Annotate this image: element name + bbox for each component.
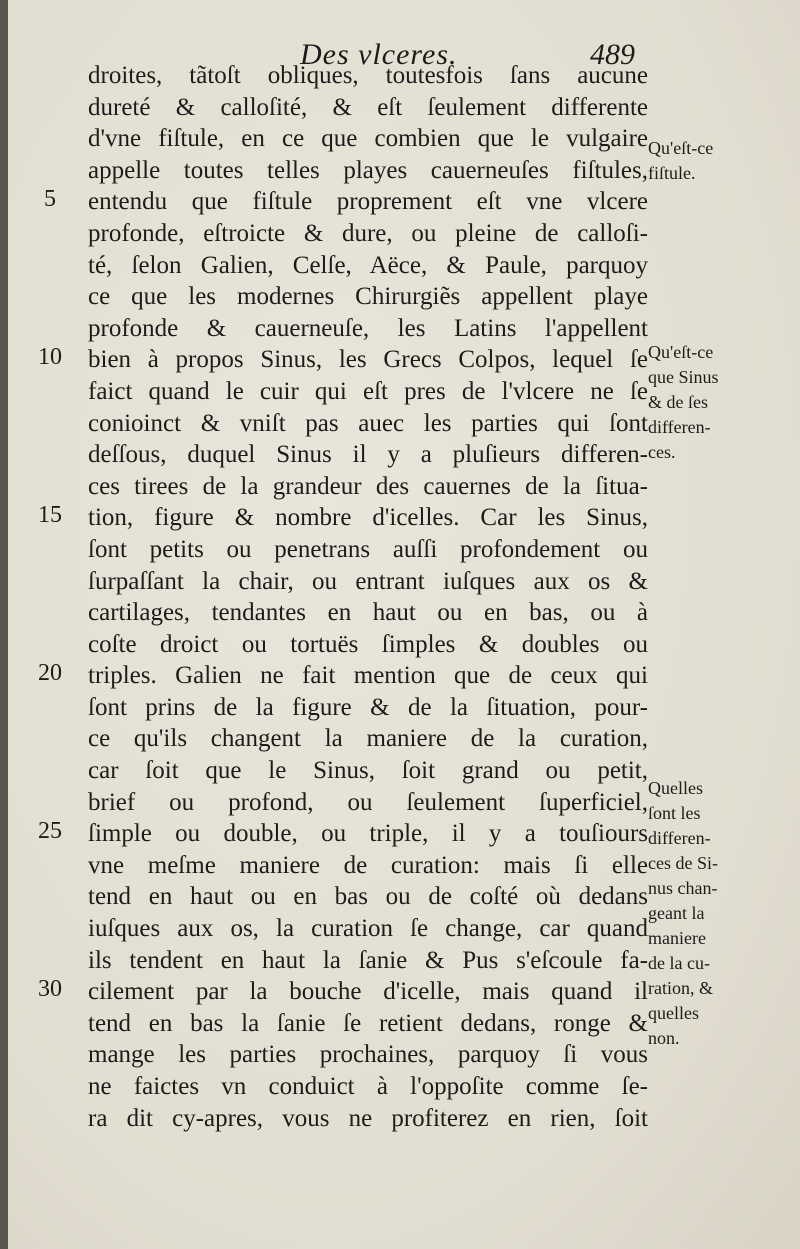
- line-number: 15: [38, 502, 62, 529]
- margin-note-line: non.: [648, 1028, 680, 1048]
- margin-note-line: differen-: [648, 417, 711, 437]
- text-line: ſimple ou double, ou triple, il y a touſiours: [88, 820, 648, 848]
- margin-note-line: Qu'eſt-ce: [648, 138, 714, 158]
- text-line: ces tirees de la grandeur des cauernes de la ſitua-: [88, 472, 648, 500]
- text-line: droites, tãtoſt obliques, toutesfois ſans aucune: [88, 62, 648, 89]
- text-line: entendu que fiſtule proprement eſt vne vlcere: [88, 188, 648, 216]
- margin-note-line: ces.: [648, 442, 676, 462]
- text-line: profonde, eſtroicte & dure, ou pleine de calloſi-: [88, 219, 648, 247]
- text-line: bien à propos Sinus, les Grecs Colpos, lequel ſe: [88, 346, 648, 374]
- margin-note-line: que Sinus: [648, 367, 719, 387]
- text-line: mange les parties prochaines, parquoy ſi vous: [88, 1041, 648, 1069]
- text-line: ne faictes vn conduict à l'oppoſite comme ſe-: [88, 1073, 648, 1100]
- text-line: té, ſelon Galien, Celſe, Aëce, & Paule, parquoy: [88, 251, 648, 279]
- text-line: ſurpaſſant la chair, ou entrant iuſques aux os &: [88, 567, 648, 595]
- text-line: deſſous, duquel Sinus il y a pluſieurs differen-: [88, 441, 648, 469]
- text-line: coſte droict ou tortuës ſimples & doubles ou: [88, 630, 648, 658]
- text-line: ſont petits ou penetrans auſſi profondement ou: [88, 535, 648, 563]
- margin-note-line: differen-: [648, 828, 711, 848]
- margin-note-line: ration, &: [648, 978, 713, 998]
- line-number: 20: [38, 660, 62, 687]
- text-line: ils tendent en haut la ſanie & Pus s'eſcoule fa-: [88, 946, 648, 974]
- text-line: vne meſme maniere de curation: mais ſi elle: [88, 851, 648, 879]
- margin-note-line: ces de Si-: [648, 853, 718, 873]
- line-number: 30: [38, 976, 62, 1003]
- text-line: tend en bas la ſanie ſe retient dedans, ronge &: [88, 1009, 648, 1037]
- text-line: ſont prins de la figure & de la ſituation, pour-: [88, 693, 648, 721]
- text-line: ce que les modernes Chirurgiẽs appellent playe: [88, 283, 648, 311]
- text-line: faict quand le cuir qui eſt pres de l'vlcere ne ſe: [88, 377, 648, 405]
- running-title: Des vlceres.: [300, 38, 458, 71]
- margin-note-line: nus chan-: [648, 878, 718, 898]
- page-number: 489: [590, 38, 635, 71]
- text-line: appelle toutes telles playes cauerneuſes fiſtules,: [88, 156, 648, 184]
- margin-note-line: quelles: [648, 1003, 699, 1023]
- page-edge: [0, 0, 8, 1249]
- text-line: cartilages, tendantes en haut ou en bas, ou à: [88, 599, 648, 627]
- line-number: 10: [38, 344, 62, 371]
- text-line: profonde & cauerneuſe, les Latins l'appellent: [88, 314, 648, 342]
- text-line: tion, figure & nombre d'icelles. Car les Sinus,: [88, 504, 648, 532]
- text-line: ce qu'ils changent la maniere de la curation,: [88, 725, 648, 753]
- main-text-block: [88, 60, 648, 1134]
- text-line: brief ou profond, ou ſeulement ſuperficiel,: [88, 788, 648, 816]
- margin-note-line: Qu'eſt-ce: [648, 342, 714, 362]
- line-number: 25: [38, 818, 62, 845]
- text-line: iuſques aux os, la curation ſe change, car quand: [88, 915, 648, 943]
- text-line: car ſoit que le Sinus, ſoit grand ou petit,: [88, 757, 648, 785]
- margin-note-line: ſont les: [648, 803, 701, 823]
- text-line: d'vne fiſtule, en ce que combien que le vulgaire: [88, 125, 648, 153]
- margin-note-line: geant la: [648, 903, 705, 923]
- line-number: 5: [44, 186, 56, 213]
- margin-note-line: maniere: [648, 928, 706, 948]
- margin-note-line: fiſtule.: [648, 163, 696, 183]
- text-line: conioinct & vniſt pas auec les parties qui ſont: [88, 409, 648, 437]
- text-line: tend en haut ou en bas ou de coſté où dedans: [88, 883, 648, 911]
- margin-note-line: Quelles: [648, 778, 703, 798]
- book-page: [8, 0, 800, 1249]
- margin-note-line: & de ſes: [648, 392, 708, 412]
- text-line: cilement par la bouche d'icelle, mais quand il: [88, 978, 648, 1006]
- text-line: triples. Galien ne fait mention que de ceux qui: [88, 662, 648, 690]
- margin-note-line: de la cu-: [648, 953, 710, 973]
- text-line: dureté & calloſité, & eſt ſeulement differente: [88, 93, 648, 121]
- text-line: ra dit cy-apres, vous ne profiterez en rien, ſoit: [88, 1104, 648, 1132]
